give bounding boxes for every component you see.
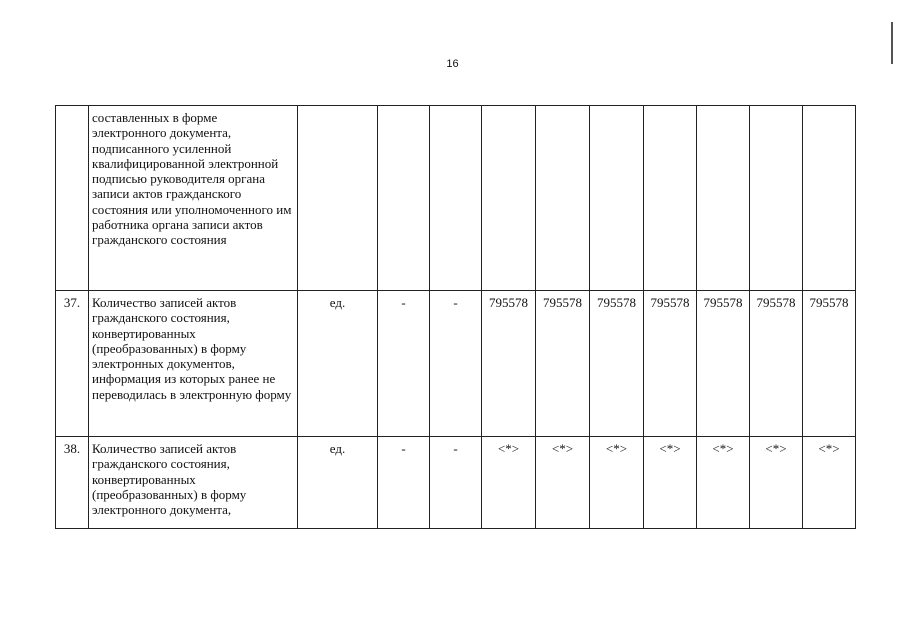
table-row (56, 437, 856, 529)
row-unit: ед. (298, 291, 378, 437)
value-cell (697, 106, 750, 291)
value-cell: 795578 (536, 291, 590, 437)
value-cell: <*> (697, 437, 750, 529)
row-description: составленных в форме электронного документа, подписанного усиленной квалифицированной электронной подписью руководителя органа записи актов гражданского состояния или уполномоченного им работника органа записи актов гражданского состояния (89, 106, 298, 291)
report-table (55, 105, 856, 529)
value-cell: <*> (536, 437, 590, 529)
value-cell: <*> (482, 437, 536, 529)
table-row (56, 106, 856, 291)
value-cell: <*> (750, 437, 803, 529)
page-number: 16 (446, 58, 459, 70)
value-cell: 795578 (697, 291, 750, 437)
margin-rule (891, 22, 893, 64)
value-cell (430, 106, 482, 291)
row-number (56, 106, 89, 291)
value-cell: - (378, 437, 430, 529)
table-row (56, 291, 856, 437)
row-description: Количество записей актов гражданского состояния, конвертированных (преобразованных) в форму электронных документов, информация из которых ранее не переводилась в электронную форму (89, 291, 298, 437)
value-cell: - (430, 437, 482, 529)
value-cell: <*> (590, 437, 644, 529)
value-cell: 795578 (803, 291, 856, 437)
value-cell: 795578 (644, 291, 697, 437)
value-cell: - (430, 291, 482, 437)
row-unit: ед. (298, 437, 378, 529)
value-cell (536, 106, 590, 291)
value-cell: <*> (644, 437, 697, 529)
value-cell: 795578 (590, 291, 644, 437)
value-cell (750, 106, 803, 291)
value-cell (378, 106, 430, 291)
value-cell: 795578 (750, 291, 803, 437)
value-cell: - (378, 291, 430, 437)
row-description: Количество записей актов гражданского состояния, конвертированных (преобразованных) в форму электронного документа, (89, 437, 298, 529)
value-cell (803, 106, 856, 291)
value-cell: <*> (803, 437, 856, 529)
value-cell (590, 106, 644, 291)
value-cell (482, 106, 536, 291)
row-unit (298, 106, 378, 291)
value-cell (644, 106, 697, 291)
row-number: 38. (56, 437, 89, 529)
value-cell: 795578 (482, 291, 536, 437)
row-number: 37. (56, 291, 89, 437)
